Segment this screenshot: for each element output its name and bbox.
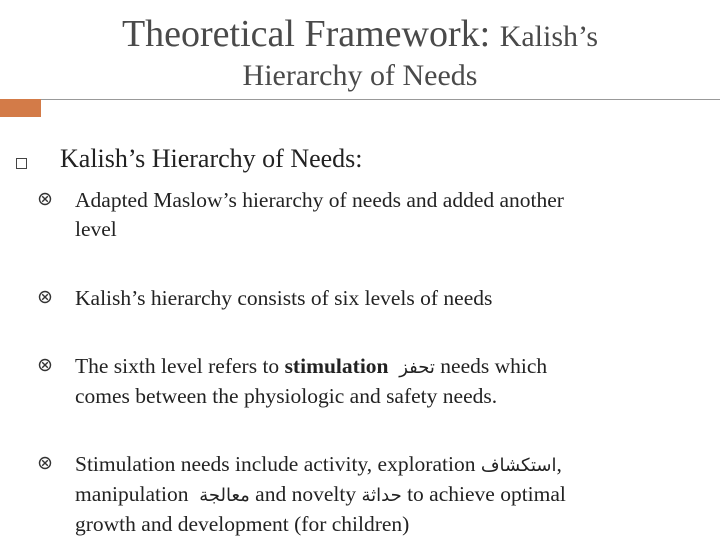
bold-term: stimulation — [284, 354, 389, 378]
item-line: Kalish’s hierarchy consists of six levels of needs — [75, 286, 493, 310]
circle-cross-bullet-icon — [38, 358, 52, 372]
text-run: needs which — [434, 354, 548, 378]
slide-title-line2: Hierarchy of Needs — [242, 59, 478, 92]
title-divider — [41, 99, 720, 100]
title-main: Theoretical Framework: — [121, 13, 491, 55]
title-small: Kalish’s — [499, 20, 599, 53]
item-line: comes between the physiologic and safety needs. — [75, 384, 498, 408]
arabic-term: استكشاف — [480, 455, 557, 476]
text-run: Stimulation needs include activity, exploration — [75, 452, 481, 476]
slide-title-line1 — [0, 12, 720, 59]
text-run: and novelty — [249, 482, 362, 506]
circle-cross-bullet-icon — [38, 192, 52, 206]
item-text — [75, 186, 678, 244]
text-run: to achieve optimal — [401, 482, 566, 506]
item-line: Adapted Maslow’s hierarchy of needs and added another — [75, 188, 564, 212]
accent-bar — [0, 99, 41, 117]
arabic-term: حداثة — [361, 485, 402, 506]
item-text — [75, 284, 678, 313]
item-text — [75, 352, 678, 411]
circle-cross-bullet-icon — [38, 290, 52, 304]
circle-cross-bullet-icon — [38, 456, 52, 470]
text-run: , — [556, 452, 562, 476]
item-line: level — [75, 217, 117, 241]
item-text — [75, 450, 678, 539]
arabic-term: معالجة — [199, 485, 250, 506]
square-bullet-icon — [16, 158, 27, 169]
text-run: manipulation — [75, 482, 194, 506]
text-run: The sixth level refers to — [75, 354, 285, 378]
arabic-term: تحفز — [399, 357, 435, 378]
item-line: growth and development (for children) — [75, 512, 410, 536]
level1-heading: Kalish’s Hierarchy of Needs: — [60, 144, 363, 173]
